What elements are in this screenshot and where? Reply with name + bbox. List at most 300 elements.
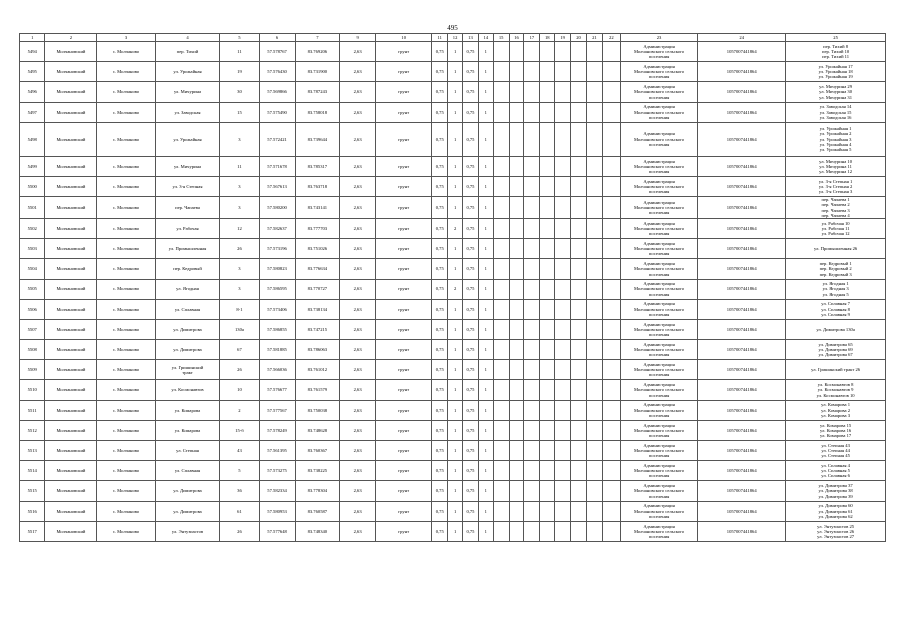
cell-col-22 — [602, 360, 620, 380]
cell-surface: грунт — [376, 176, 432, 196]
cell-col-11: 0,75 — [432, 420, 448, 440]
cell-street: ул. Урожайная — [155, 122, 220, 156]
cell-col-16 — [509, 319, 524, 339]
cell-col-16 — [509, 122, 524, 156]
cell-district: Молчановский — [45, 259, 97, 279]
cell-house-number: 10 — [220, 380, 259, 400]
cell-settlement: с. Молчаново — [97, 400, 155, 420]
cell-latitude: 57.561395 — [259, 441, 295, 461]
cell-district: Молчановский — [45, 299, 97, 319]
cell-district: Молчановский — [45, 521, 97, 541]
cell-area: 2,63 — [340, 42, 376, 62]
cell-street: ул. Промышленная — [155, 239, 220, 259]
cell-col-20 — [571, 400, 587, 420]
cell-row-id: 5517 — [20, 521, 45, 541]
cell-house-number: 43 — [220, 441, 259, 461]
cell-col-11: 0,75 — [432, 299, 448, 319]
cell-col-22 — [602, 279, 620, 299]
cell-col-17 — [524, 259, 540, 279]
cell-col-21 — [586, 420, 602, 440]
cell-settlement: с. Молчаново — [97, 259, 155, 279]
cell-col-21 — [586, 176, 602, 196]
cell-row-id: 5507 — [20, 319, 45, 339]
cell-col-19 — [555, 102, 571, 122]
cell-surface: грунт — [376, 218, 432, 238]
cell-surface: грунт — [376, 501, 432, 521]
header-cell-col-19: 19 — [555, 34, 571, 42]
cell-col-14: 1 — [478, 259, 493, 279]
cell-col-16 — [509, 461, 524, 481]
cell-col-16 — [509, 259, 524, 279]
cell-surface: грунт — [376, 62, 432, 82]
cell-owner: Администрация Молчановского сельского поселения — [620, 521, 697, 541]
header-cell-col-21: 21 — [586, 34, 602, 42]
cell-col-14: 1 — [478, 82, 493, 102]
cell-ogrn: 1057007441864 — [698, 420, 786, 440]
cell-col-12: 1 — [448, 400, 463, 420]
cell-col-21 — [586, 380, 602, 400]
cell-col-20 — [571, 360, 587, 380]
cell-col-14: 1 — [478, 360, 493, 380]
cell-surface: грунт — [376, 319, 432, 339]
cell-col-21 — [586, 441, 602, 461]
cell-col-12: 1 — [448, 259, 463, 279]
cell-district: Молчановский — [45, 360, 97, 380]
cell-col-15 — [493, 441, 509, 461]
cell-col-17 — [524, 279, 540, 299]
cell-col-18 — [540, 102, 555, 122]
cell-col-16 — [509, 299, 524, 319]
cell-col-13: 0,75 — [463, 461, 479, 481]
cell-area: 2,63 — [340, 481, 376, 501]
cell-col-12: 1 — [448, 82, 463, 102]
cell-col-20 — [571, 501, 587, 521]
cell-col-19 — [555, 82, 571, 102]
cell-col-15 — [493, 218, 509, 238]
cell-col-16 — [509, 400, 524, 420]
cell-col-13: 0,75 — [463, 176, 479, 196]
cell-served-addresses: ул. Урожайная 17 ул. Урожайная 18 ул. Урожайная 19 — [786, 62, 886, 82]
header-cell-owner: 23 — [620, 34, 697, 42]
header-cell-ogrn: 24 — [698, 34, 786, 42]
cell-street: ул. Степная — [155, 441, 220, 461]
cell-latitude: 57.577567 — [259, 400, 295, 420]
cell-col-19 — [555, 176, 571, 196]
cell-settlement: с. Молчаново — [97, 319, 155, 339]
table-row — [20, 82, 886, 102]
table-row — [20, 259, 886, 279]
cell-street: ул. Димитрова — [155, 481, 220, 501]
cell-row-id: 5510 — [20, 380, 45, 400]
cell-district: Молчановский — [45, 501, 97, 521]
cell-district: Молчановский — [45, 176, 97, 196]
cell-latitude: 57.576677 — [259, 380, 295, 400]
cell-house-number: 130а — [220, 319, 259, 339]
cell-col-22 — [602, 521, 620, 541]
cell-latitude: 57.581885 — [259, 340, 295, 360]
cell-ogrn: 1057007441864 — [698, 259, 786, 279]
cell-col-13: 0,75 — [463, 218, 479, 238]
cell-area: 2,63 — [340, 319, 376, 339]
cell-col-15 — [493, 42, 509, 62]
cell-col-20 — [571, 259, 587, 279]
cell-col-20 — [571, 122, 587, 156]
cell-served-addresses: ул. Гришинский тракт 26 — [786, 360, 886, 380]
cell-col-11: 0,75 — [432, 82, 448, 102]
cell-col-16 — [509, 218, 524, 238]
cell-col-15 — [493, 461, 509, 481]
cell-ogrn: 1057007441864 — [698, 122, 786, 156]
cell-col-15 — [493, 400, 509, 420]
cell-owner: Администрация Молчановского сельского поселения — [620, 299, 697, 319]
cell-owner: Администрация Молчановского сельского поселения — [620, 259, 697, 279]
cell-col-11: 0,75 — [432, 102, 448, 122]
cell-district: Молчановский — [45, 197, 97, 219]
cell-col-22 — [602, 441, 620, 461]
cell-longitude: 83.748628 — [295, 420, 340, 440]
cell-col-21 — [586, 340, 602, 360]
cell-col-15 — [493, 481, 509, 501]
cell-col-15 — [493, 380, 509, 400]
cell-served-addresses: ул. Рабочая 10 ул. Рабочая 11 ул. Рабочая 12 — [786, 218, 886, 238]
cell-col-15 — [493, 102, 509, 122]
header-cell-street: 4 — [155, 34, 220, 42]
cell-col-19 — [555, 360, 571, 380]
cell-area: 2,63 — [340, 102, 376, 122]
cell-col-12: 1 — [448, 42, 463, 62]
cell-district: Молчановский — [45, 62, 97, 82]
cell-owner: Администрация Молчановского сельского поселения — [620, 441, 697, 461]
cell-col-15 — [493, 340, 509, 360]
cell-district: Молчановский — [45, 461, 97, 481]
cell-house-number: 3 — [220, 279, 259, 299]
cell-col-22 — [602, 319, 620, 339]
cell-col-12: 1 — [448, 197, 463, 219]
cell-col-12: 2 — [448, 218, 463, 238]
cell-settlement: с. Молчаново — [97, 279, 155, 299]
cell-latitude: 57.578767 — [259, 42, 295, 62]
cell-latitude: 57.566036 — [259, 360, 295, 380]
cell-col-11: 0,75 — [432, 481, 448, 501]
cell-col-14: 1 — [478, 218, 493, 238]
cell-house-number: 3 — [220, 259, 259, 279]
cell-ogrn: 1057007441864 — [698, 218, 786, 238]
cell-col-15 — [493, 176, 509, 196]
cell-col-13: 0,75 — [463, 521, 479, 541]
cell-col-16 — [509, 82, 524, 102]
cell-col-18 — [540, 461, 555, 481]
cell-col-14: 1 — [478, 461, 493, 481]
cell-owner: Администрация Молчановского сельского поселения — [620, 239, 697, 259]
cell-col-22 — [602, 102, 620, 122]
cell-col-12: 1 — [448, 360, 463, 380]
cell-ogrn: 1057007441864 — [698, 481, 786, 501]
cell-area: 2,63 — [340, 259, 376, 279]
cell-latitude: 57.586595 — [259, 279, 295, 299]
cell-area: 2,63 — [340, 82, 376, 102]
cell-row-id: 5499 — [20, 156, 45, 176]
cell-col-13: 0,75 — [463, 62, 479, 82]
cell-col-11: 0,75 — [432, 360, 448, 380]
cell-surface: грунт — [376, 461, 432, 481]
cell-col-17 — [524, 400, 540, 420]
cell-col-12: 1 — [448, 122, 463, 156]
cell-served-addresses: пер. Чапаева 1 пер. Чапаева 2 пер. Чапаева 3 пер. Чапаева 4 — [786, 197, 886, 219]
cell-col-19 — [555, 197, 571, 219]
table-row — [20, 218, 886, 238]
cell-col-22 — [602, 176, 620, 196]
cell-col-14: 1 — [478, 380, 493, 400]
cell-served-addresses: ул. Космонавтов 8 ул. Космонавтов 9 ул. Космонавтов 10 — [786, 380, 886, 400]
cell-col-16 — [509, 42, 524, 62]
cell-col-19 — [555, 259, 571, 279]
cell-col-17 — [524, 156, 540, 176]
cell-col-22 — [602, 197, 620, 219]
cell-col-19 — [555, 420, 571, 440]
table-row — [20, 176, 886, 196]
cell-house-number: 3 — [220, 122, 259, 156]
cell-col-20 — [571, 42, 587, 62]
cell-surface: грунт — [376, 340, 432, 360]
cell-row-id: 5505 — [20, 279, 45, 299]
cell-settlement: с. Молчаново — [97, 521, 155, 541]
cell-owner: Администрация Молчановского сельского поселения — [620, 197, 697, 219]
cell-served-addresses: ул. 3-я Степная 1 ул. 3-я Степная 2 ул. 3-я Степная 3 — [786, 176, 886, 196]
cell-settlement: с. Молчаново — [97, 42, 155, 62]
cell-col-11: 0,75 — [432, 461, 448, 481]
cell-col-17 — [524, 319, 540, 339]
table-row — [20, 319, 886, 339]
cell-col-19 — [555, 279, 571, 299]
cell-settlement: с. Молчаново — [97, 197, 155, 219]
cell-row-id: 5496 — [20, 82, 45, 102]
cell-col-15 — [493, 122, 509, 156]
cell-longitude: 83.750038 — [295, 400, 340, 420]
cell-col-13: 0,75 — [463, 481, 479, 501]
cell-district: Молчановский — [45, 122, 97, 156]
cell-col-18 — [540, 501, 555, 521]
cell-col-11: 0,75 — [432, 400, 448, 420]
cell-served-addresses: ул. Сплавная 4 ул. Сплавная 5 ул. Сплавная 6 — [786, 461, 886, 481]
cell-latitude: 57.580953 — [259, 501, 295, 521]
cell-col-18 — [540, 400, 555, 420]
cell-col-18 — [540, 42, 555, 62]
cell-owner: Администрация Молчановского сельского поселения — [620, 400, 697, 420]
cell-settlement: с. Молчаново — [97, 380, 155, 400]
cell-col-17 — [524, 42, 540, 62]
cell-row-id: 5515 — [20, 481, 45, 501]
cell-longitude: 83.743141 — [295, 197, 340, 219]
header-cell-settlement: 3 — [97, 34, 155, 42]
cell-col-14: 1 — [478, 62, 493, 82]
cell-served-addresses: ул. Сплавная 7 ул. Сплавная 8 ул. Сплавная 9 — [786, 299, 886, 319]
cell-col-14: 1 — [478, 42, 493, 62]
header-cell-col-17: 17 — [524, 34, 540, 42]
cell-col-18 — [540, 62, 555, 82]
cell-col-12: 1 — [448, 176, 463, 196]
cell-col-12: 1 — [448, 340, 463, 360]
cell-col-22 — [602, 42, 620, 62]
cell-col-19 — [555, 156, 571, 176]
cell-row-id: 5514 — [20, 461, 45, 481]
cell-row-id: 5503 — [20, 239, 45, 259]
cell-latitude: 57.567613 — [259, 176, 295, 196]
cell-area: 2,63 — [340, 400, 376, 420]
cell-col-13: 0,75 — [463, 156, 479, 176]
cell-col-11: 0,75 — [432, 521, 448, 541]
cell-col-14: 1 — [478, 176, 493, 196]
cell-district: Молчановский — [45, 82, 97, 102]
header-cell-district: 2 — [45, 34, 97, 42]
cell-area: 2,63 — [340, 218, 376, 238]
table-row — [20, 441, 886, 461]
cell-col-21 — [586, 62, 602, 82]
cell-row-id: 5498 — [20, 122, 45, 156]
cell-col-13: 0,75 — [463, 102, 479, 122]
cell-house-number: 15-б — [220, 420, 259, 440]
cell-longitude: 83.738134 — [295, 299, 340, 319]
cell-served-addresses: ул. Мичурина 29 ул. Мичурина 30 ул. Мичурина 31 — [786, 82, 886, 102]
cell-house-number: 36 — [220, 481, 259, 501]
cell-col-19 — [555, 461, 571, 481]
cell-col-15 — [493, 279, 509, 299]
cell-settlement: с. Молчаново — [97, 501, 155, 521]
cell-col-13: 0,75 — [463, 122, 479, 156]
cell-col-18 — [540, 299, 555, 319]
cell-longitude: 83.777703 — [295, 218, 340, 238]
cell-col-14: 1 — [478, 279, 493, 299]
cell-col-12: 1 — [448, 380, 463, 400]
cell-col-19 — [555, 42, 571, 62]
cell-house-number: 2 — [220, 400, 259, 420]
cell-area: 2,63 — [340, 62, 376, 82]
header-cell-area: 9 — [340, 34, 376, 42]
cell-col-16 — [509, 176, 524, 196]
cell-col-12: 1 — [448, 62, 463, 82]
cell-col-21 — [586, 279, 602, 299]
cell-col-22 — [602, 62, 620, 82]
cell-longitude: 83.761579 — [295, 380, 340, 400]
cell-col-14: 1 — [478, 481, 493, 501]
cell-house-number: 15 — [220, 102, 259, 122]
cell-col-22 — [602, 400, 620, 420]
cell-latitude: 57.578249 — [259, 420, 295, 440]
cell-col-19 — [555, 239, 571, 259]
cell-col-12: 1 — [448, 102, 463, 122]
cell-row-id: 5512 — [20, 420, 45, 440]
cell-col-21 — [586, 360, 602, 380]
table-row — [20, 279, 886, 299]
cell-settlement: с. Молчаново — [97, 176, 155, 196]
cell-col-18 — [540, 481, 555, 501]
cell-col-21 — [586, 122, 602, 156]
header-cell-col-15: 15 — [493, 34, 509, 42]
cell-street: ул. Энтузиастов — [155, 521, 220, 541]
cell-surface: грунт — [376, 239, 432, 259]
cell-served-addresses: ул. Степная 43 ул. Степная 44 ул. Степная 45 — [786, 441, 886, 461]
cell-col-22 — [602, 156, 620, 176]
cell-col-22 — [602, 122, 620, 156]
cell-latitude: 57.580200 — [259, 197, 295, 219]
cell-ogrn: 1057007441864 — [698, 156, 786, 176]
cell-col-17 — [524, 360, 540, 380]
cell-area: 2,63 — [340, 521, 376, 541]
cell-area: 2,63 — [340, 461, 376, 481]
table-row — [20, 400, 886, 420]
cell-longitude: 83.778304 — [295, 481, 340, 501]
cell-col-21 — [586, 400, 602, 420]
cell-col-22 — [602, 481, 620, 501]
cell-col-14: 1 — [478, 521, 493, 541]
cell-longitude: 83.747215 — [295, 319, 340, 339]
cell-col-22 — [602, 82, 620, 102]
cell-col-18 — [540, 360, 555, 380]
cell-row-id: 5511 — [20, 400, 45, 420]
cell-area: 2,63 — [340, 239, 376, 259]
cell-area: 2,63 — [340, 441, 376, 461]
cell-col-22 — [602, 501, 620, 521]
cell-col-17 — [524, 62, 540, 82]
cell-col-19 — [555, 299, 571, 319]
cell-col-13: 0,75 — [463, 501, 479, 521]
cell-col-13: 0,75 — [463, 360, 479, 380]
cell-col-18 — [540, 521, 555, 541]
cell-longitude: 83.748340 — [295, 521, 340, 541]
cell-col-12: 1 — [448, 521, 463, 541]
cell-col-21 — [586, 259, 602, 279]
header-cell-col-20: 20 — [571, 34, 587, 42]
cell-ogrn: 1057007441864 — [698, 176, 786, 196]
cell-latitude: 57.569866 — [259, 82, 295, 102]
header-row — [20, 34, 886, 42]
cell-ogrn: 1057007441864 — [698, 197, 786, 219]
cell-area: 2,63 — [340, 420, 376, 440]
cell-settlement: с. Молчаново — [97, 156, 155, 176]
cell-served-addresses: ул. Урожайная 1 ул. Урожайная 2 ул. Урожайная 3 ул. Урожайная 4 ул. Урожайная 5 — [786, 122, 886, 156]
cell-col-12: 1 — [448, 481, 463, 501]
cell-col-13: 0,75 — [463, 441, 479, 461]
cell-col-17 — [524, 102, 540, 122]
cell-col-22 — [602, 461, 620, 481]
cell-col-20 — [571, 441, 587, 461]
cell-col-18 — [540, 197, 555, 219]
cell-col-17 — [524, 380, 540, 400]
cell-surface: грунт — [376, 82, 432, 102]
cell-longitude: 83.760587 — [295, 501, 340, 521]
cell-col-16 — [509, 481, 524, 501]
cell-row-id: 5504 — [20, 259, 45, 279]
cell-col-16 — [509, 380, 524, 400]
header-cell-col-12: 12 — [448, 34, 463, 42]
cell-col-17 — [524, 481, 540, 501]
cell-house-number: 30 — [220, 82, 259, 102]
cell-col-21 — [586, 481, 602, 501]
cell-settlement: с. Молчаново — [97, 102, 155, 122]
cell-house-number: 26 — [220, 239, 259, 259]
cell-house-number: 12 — [220, 218, 259, 238]
cell-col-22 — [602, 239, 620, 259]
cell-surface: грунт — [376, 42, 432, 62]
cell-street: пер. Тихий — [155, 42, 220, 62]
cell-house-number: 5 — [220, 461, 259, 481]
cell-col-15 — [493, 501, 509, 521]
cell-house-number: 19 — [220, 62, 259, 82]
cell-district: Молчановский — [45, 420, 97, 440]
cell-col-11: 0,75 — [432, 259, 448, 279]
cell-col-14: 1 — [478, 501, 493, 521]
cell-house-number: 11 — [220, 42, 259, 62]
cell-col-12: 1 — [448, 441, 463, 461]
